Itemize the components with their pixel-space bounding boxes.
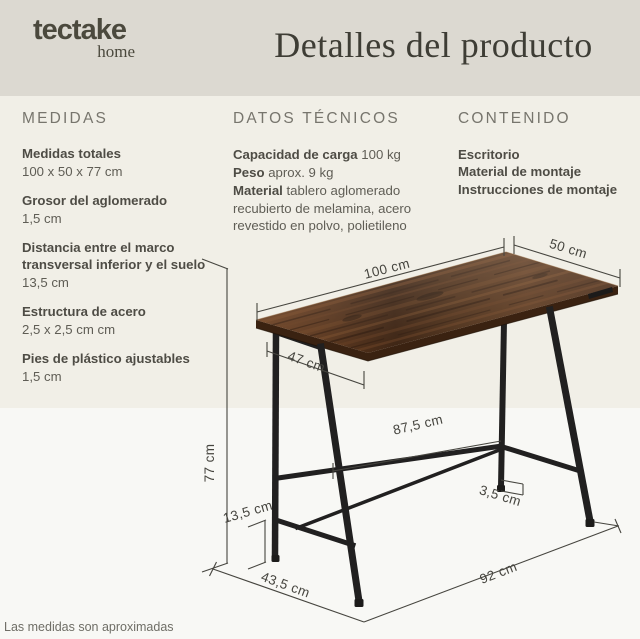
dim-label-floor-depth: 43,5 cm: [259, 569, 312, 601]
dim-label-lower-frame-clearance: 13,5 cm: [221, 497, 275, 526]
brand-name: tectake: [33, 14, 126, 46]
contenido-item: Instrucciones de montaje: [458, 181, 618, 197]
dim-label-floor-length: 92 cm: [477, 558, 520, 587]
dim-label-tabletop-length: 100 cm: [362, 255, 412, 282]
spec-item: Material tablero aglomerado recubierto de melamina, acero revestido en polvo, polietileno: [233, 182, 412, 233]
spec-item: Grosor del aglomerado 1,5 cm: [22, 193, 168, 226]
medidas-heading: MEDIDAS: [22, 110, 109, 127]
spec-item: Peso aprox. 9 kg: [233, 164, 334, 180]
brand-sub: home: [97, 42, 135, 61]
desk-foot: [586, 519, 595, 527]
contenido-item: Escritorio: [458, 147, 520, 163]
desk-tabletop: [256, 251, 621, 361]
spec-item: Capacidad de carga 100 kg: [233, 147, 401, 163]
desk-foot: [355, 599, 364, 607]
spec-item: Estructura de acero 2,5 x 2,5 cm cm: [22, 304, 146, 337]
desk-foot: [272, 555, 280, 562]
dim-label-frame-top-depth: 47 cm: [285, 348, 328, 376]
contenido-item: Material de montaje: [458, 164, 582, 180]
spec-item: Pies de plástico ajustables 1,5 cm: [22, 351, 190, 385]
spec-item: Medidas totales 100 x 50 x 77 cm: [22, 146, 123, 179]
dim-label-foot-height: 3,5 cm: [477, 482, 524, 510]
page-title: Detalles del producto: [274, 25, 593, 65]
measurements-note: Las medidas son aproximadas: [4, 620, 174, 634]
datos-heading: DATOS TÉCNICOS: [233, 110, 400, 127]
dim-label-tabletop-depth: 50 cm: [547, 235, 590, 262]
dim-label-stretcher-length: 87,5 cm: [391, 411, 445, 438]
spec-item: Distancia entre el marco transversal inferior y el suelo 13,5 cm: [22, 240, 206, 290]
contenido-heading: CONTENIDO: [458, 110, 571, 127]
dim-label-total-height: 77 cm: [202, 443, 217, 483]
